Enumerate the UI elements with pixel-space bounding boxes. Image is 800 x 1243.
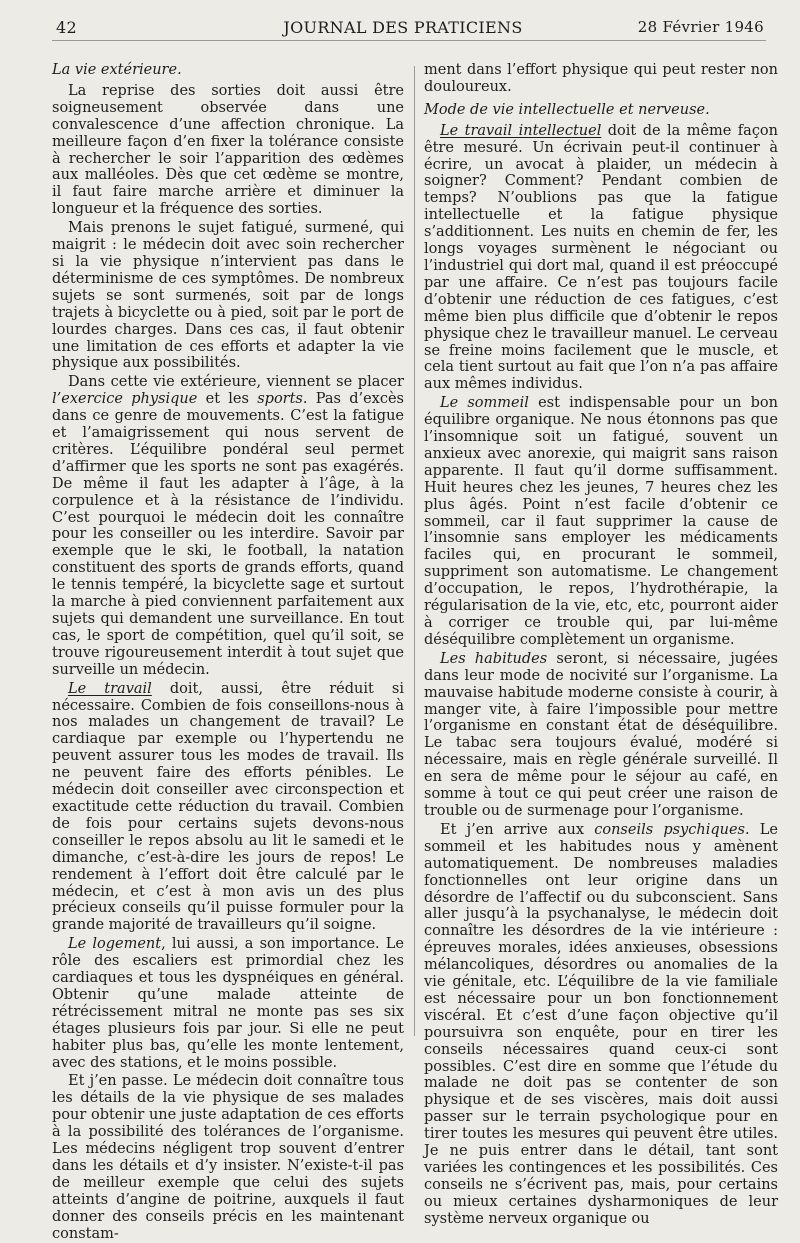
paragraph — [52, 681, 404, 935]
paragraph: Mais prenons le sujet fatigué, surmené, qui maigrit : le médecin doit avec soin rechercher si la vie physique n’intervient pas dans le déterminisme de ces symptômes. De nombreux sujets se sont surmenés, soit par de longs trajets à bicyclette ou à pied, soit par le port de lourdes charges. Dans ces cas, il faut obtenir une limitation de ces efforts et adapter la vie physique aux possibilités. — [52, 220, 404, 372]
emphasis-habitudes: Les habitudes — [440, 650, 548, 667]
emphasis-travail: Le travail — [68, 680, 152, 697]
paragraph — [424, 123, 778, 394]
paragraph — [52, 374, 404, 678]
text-run: seront, si nécessaire, jugées dans leur mode de nocivité sur l’organisme. La mauvaise habitude moderne consiste à courir, à manger vite, à faire l’impossible pour mettre l’organisme en constant état de déséquilibre. Le tabac sera toujours évalué, modéré si nécessaire, mais en règle générale surveillé. Il en sera de même pour le séjour au café, en somme à tout ce qui peut créer une raison de trouble ou de surmenage pour l’organisme. — [424, 650, 778, 819]
section-heading-vie-exterieure: La vie extérieure. — [52, 62, 182, 78]
paragraph-continuation: ment dans l’effort physique qui peut rester non douloureux. — [424, 62, 778, 95]
column-divider — [414, 66, 415, 1036]
text-run: . Le sommeil et les habitudes nous y amènent automatiquement. De nombreuses maladies fonctionnelles ont leur origine dans un désordre de l’affectif ou du subconscient. Sans aller jusqu’à la psychanalyse, le médecin doit connaître les désordres de la vie intérieure : épreuves morales, idées anxieuses, obsessions mélancoliques, désordres ou anomalies de la vie génitale, etc. L’équilibre de la vie familiale est nécessaire pour un bon fonctionnement viscéral. Et c’est d’une façon objective qu’il poursuivra son enquête, pour en tirer les conseils nécessaires quand ceux-ci sont possibles. C’est dire en somme que l’étude du malade ne doit pas se contenter de son physique et de ses viscères, mais doit aussi passer sur le terrain psychologique pour en tirer toutes les mesures qui peuvent être utiles. Je ne puis entrer dans le détail, tant sont variées les contingences et les possibilités. Ces conseils ne s’écrivent pas, mais, pour certains ou mieux certaines dysharmoniques de leur système nerveux organique ou — [424, 821, 778, 1227]
right-column — [424, 62, 778, 1228]
emphasis-conseils-psychiques: conseils psychiques — [594, 821, 745, 838]
emphasis-sommeil: Le sommeil — [440, 395, 529, 412]
emphasis-logement: Le logement — [68, 936, 162, 953]
emphasis-sports: sports — [257, 391, 303, 408]
text-run: . Pas d’excès dans ce genre de mouvements. C’est la fatigue et l’amaigrissement qui nous servent de critères. L’équilibre pondéral seul permet d’affirmer que les sports ne sont pas exagérés. De même il faut les adapter à l’âge, à la corpulence et à la résistance de l’individu. C’est pourquoi le médecin doit les connaître pour les conseiller ou les interdire. Savoir par exemple que le ski, le football, la natation constituent des sports de grands efforts, quand le tennis tempéré, la bicyclette sage et surtout la marche à pied conviennent parfaitement aux sujets qui demandent une surveillance. En tout cas, le sport de compétition, quel qu’il soit, se trouve rigoureusement interdit à tout sujet que surveille un médecin. — [52, 391, 404, 678]
text-run: Dans cette vie extérieure, viennent se placer — [68, 374, 404, 391]
text-run: est indispensable pour un bon équilibre organique. Ne nous étonnons pas que l’insomnique soit un fatigué, souvent un anxieux avec anorexie, qui maigrit sans raison apparente. Il faut qu’il dorme suffisamment. Huit heures chez les jeunes, 7 heures chez les plus âgés. Point n’est facile d’obtenir ce sommeil, car il faut supprimer la cause de l’insomnie sans employer les médicaments faciles qui, en procurant le sommeil, suppriment son automatisme. Le changement d’occupation, le repos, l’hydrothérapie, la régularisation de la vie, etc, etc, pourront aider à corriger ce trouble qui, par lui-même déséquilibre complètement un organisme. — [424, 395, 778, 648]
text-run: et les — [197, 391, 258, 408]
emphasis-exercice-physique: l’exercice physique — [52, 391, 198, 408]
left-column — [52, 62, 404, 1243]
paragraph — [424, 822, 778, 1228]
paragraph — [52, 936, 404, 1071]
emphasis-travail-intellectuel: Le travail intellectuel — [440, 122, 602, 139]
page-number: 42 — [56, 18, 77, 37]
header-rule — [52, 40, 766, 41]
paragraph: La reprise des sorties doit aussi être soigneusement observée dans une convalescence d’une affection chronique. La meilleure façon d’en fixer la tolérance consiste à rechercher le soir l’apparition des œdèmes aux malléoles. Dès que cet œdème se montre, il faut faire marche arrière et diminuer la longueur et la fréquence des sorties. — [52, 82, 404, 218]
text-run: Et j’en arrive aux — [440, 821, 595, 838]
paragraph — [424, 651, 778, 820]
section-heading-vie-intellectuelle: Mode de vie intellectuelle et nerveuse. — [424, 101, 710, 118]
text-run: doit, aussi, être réduit si nécessaire. Combien de fois conseillons-nous à nos malades un changement de travail? Le cardiaque par exemple ou l’hypertendu ne peuvent assurer tous les modes de travail. Ils ne peuvent faire des efforts pénibles. Le médecin doit conseiller avec circonspection et exactitude cette réduction du travail. Combien de fois pour certains sujets devons-nous conseiller le repos absolu au lit le samedi et le dimanche, c’est-à-dire les jours de repos! Le rendement à l’effort doit être calculé par le médecin, et c’est à mon avis un des plus précieux conseils qu’il puisse formuler pour la grande majorité de travailleurs qu’il soigne. — [52, 680, 404, 934]
paragraph: Et j’en passe. Le médecin doit connaître tous les détails de la vie physique de ses malades pour obtenir une juste adaptation de ces efforts à la possibilité des tolérances de l’organisme. Les médecins négligent trop souvent d’entrer dans les détails et d’y insister. N’existe-t-il pas de meilleur exemple que celui des sujets atteints d’angine de poitrine, auxquels il faut donner des conseils précis en les maintenant constam- — [52, 1073, 404, 1242]
page-header — [42, 14, 764, 40]
text-run: doit de la même façon être mesuré. Un écrivain peut-il continuer à écrire, un avocat à plaider, un médecin à soigner? Comment? Pendant combien de temps? N’oublions pas que la fatigue intellectuelle et la fatigue physique s’additionnent. Les nuits en chemin de fer, les longs voyages surmènent le négociant ou l’industriel qui dort mal, quand il est préoccupé par une affaire. Ce n’est pas toujours facile d’obtenir une réduction de ces fatigues, c’est même bien plus difficile que d’obtenir le repos physique chez le travailleur manuel. Le cerveau se freine moins facilement que le muscle, et cela tient surtout au fait que l’on n’a pas affaire aux mêmes individus. — [424, 122, 779, 393]
text-run: , lui aussi, a son importance. Le rôle des escaliers est primordial chez les cardiaques et tous les dyspnéiques en général. Obtenir qu’une malade atteinte de rétrécissement mitral ne monte pas ses six étages plusieurs fois par jour. Si elle ne peut habiter plus bas, qu’elle les monte lentement, avec des stations, et le moins possible. — [52, 936, 405, 1071]
paragraph — [424, 395, 778, 649]
issue-date: 28 Février 1946 — [637, 18, 764, 36]
journal-title: JOURNAL DES PRATICIENS — [283, 18, 523, 37]
